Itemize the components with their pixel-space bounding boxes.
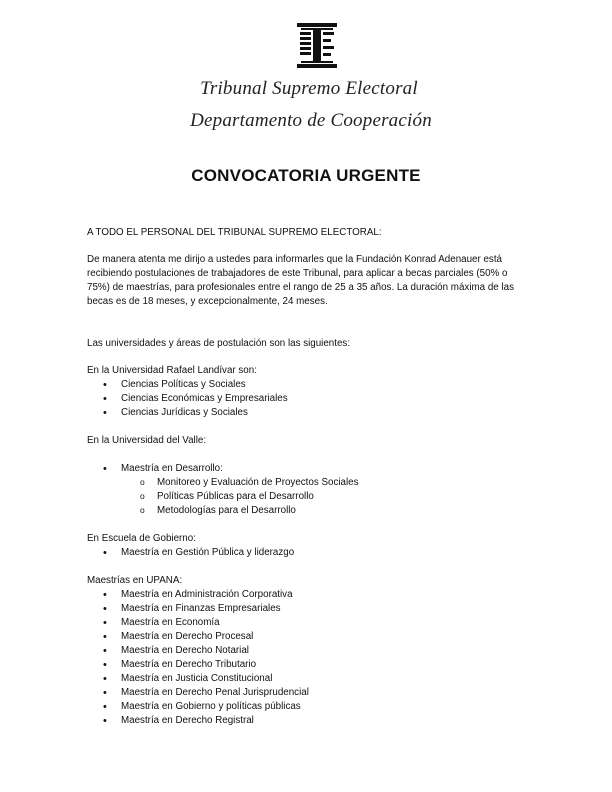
sub-list-item: o Políticas Públicas para el Desarrollo (87, 490, 527, 504)
upana-heading: Maestrías en UPANA: (87, 575, 183, 586)
list-item: • Maestría en Gobierno y políticas públicas (87, 700, 527, 714)
list-item: • Maestría en Economía (87, 616, 527, 630)
tse-emblem-icon (296, 23, 338, 69)
addressee: A TODO EL PERSONAL DEL TRIBUNAL SUPREMO ELECTORAL: (87, 227, 382, 238)
list-item: • Ciencias Políticas y Sociales (87, 378, 527, 392)
intro-line-2: recibiendo postulaciones de trabajadores de este Tribunal, para aplicar a becas parciales (50% o (87, 268, 508, 279)
gobierno-list (87, 546, 527, 560)
letterhead-institution: Tribunal Supremo Electoral (200, 78, 418, 99)
list-item: • Ciencias Económicas y Empresariales (87, 392, 527, 406)
list-item: • Maestría en Derecho Penal Jurisprudencial (87, 686, 527, 700)
gobierno-heading: En Escuela de Gobierno: (87, 533, 196, 544)
upana-list (87, 588, 527, 728)
valle-heading: En la Universidad del Valle: (87, 435, 207, 446)
intro-line-4: becas es de 18 meses, y excepcionalmente, 24 meses. (87, 296, 328, 307)
list-item: • Ciencias Jurídicas y Sociales (87, 406, 527, 420)
sub-list-item: o Monitoreo y Evaluación de Proyectos Sociales (87, 476, 527, 490)
sub-list-item: o Metodologías para el Desarrollo (87, 504, 527, 518)
intro-line-1: De manera atenta me dirijo a ustedes para informarles que la Fundación Konrad Adenauer está (87, 254, 502, 265)
list-item: • Maestría en Desarrollo: (87, 462, 527, 476)
valle-sublist (87, 476, 527, 518)
list-item: • Maestría en Derecho Procesal (87, 630, 527, 644)
valle-list (87, 462, 527, 476)
list-item: • Maestría en Administración Corporativa (87, 588, 527, 602)
list-item: • Maestría en Finanzas Empresariales (87, 602, 527, 616)
landivar-list (87, 378, 527, 420)
landivar-heading: En la Universidad Rafael Landívar son: (87, 365, 257, 376)
intro-line-3: 75%) de maestrías, para profesionales entre el rango de 25 a 35 años. La duración máxima de las (87, 282, 514, 293)
list-item: • Maestría en Justicia Constitucional (87, 672, 527, 686)
document-body (87, 226, 527, 728)
document-title: CONVOCATORIA URGENTE (191, 166, 421, 185)
letterhead-department: Departamento de Cooperación (190, 110, 432, 131)
list-item: • Maestría en Derecho Notarial (87, 644, 527, 658)
list-item: • Maestría en Derecho Registral (87, 714, 527, 728)
universities-intro: Las universidades y áreas de postulación son las siguientes: (87, 338, 351, 349)
list-item: • Maestría en Gestión Pública y liderazgo (87, 546, 527, 560)
list-item: • Maestría en Derecho Tributario (87, 658, 527, 672)
